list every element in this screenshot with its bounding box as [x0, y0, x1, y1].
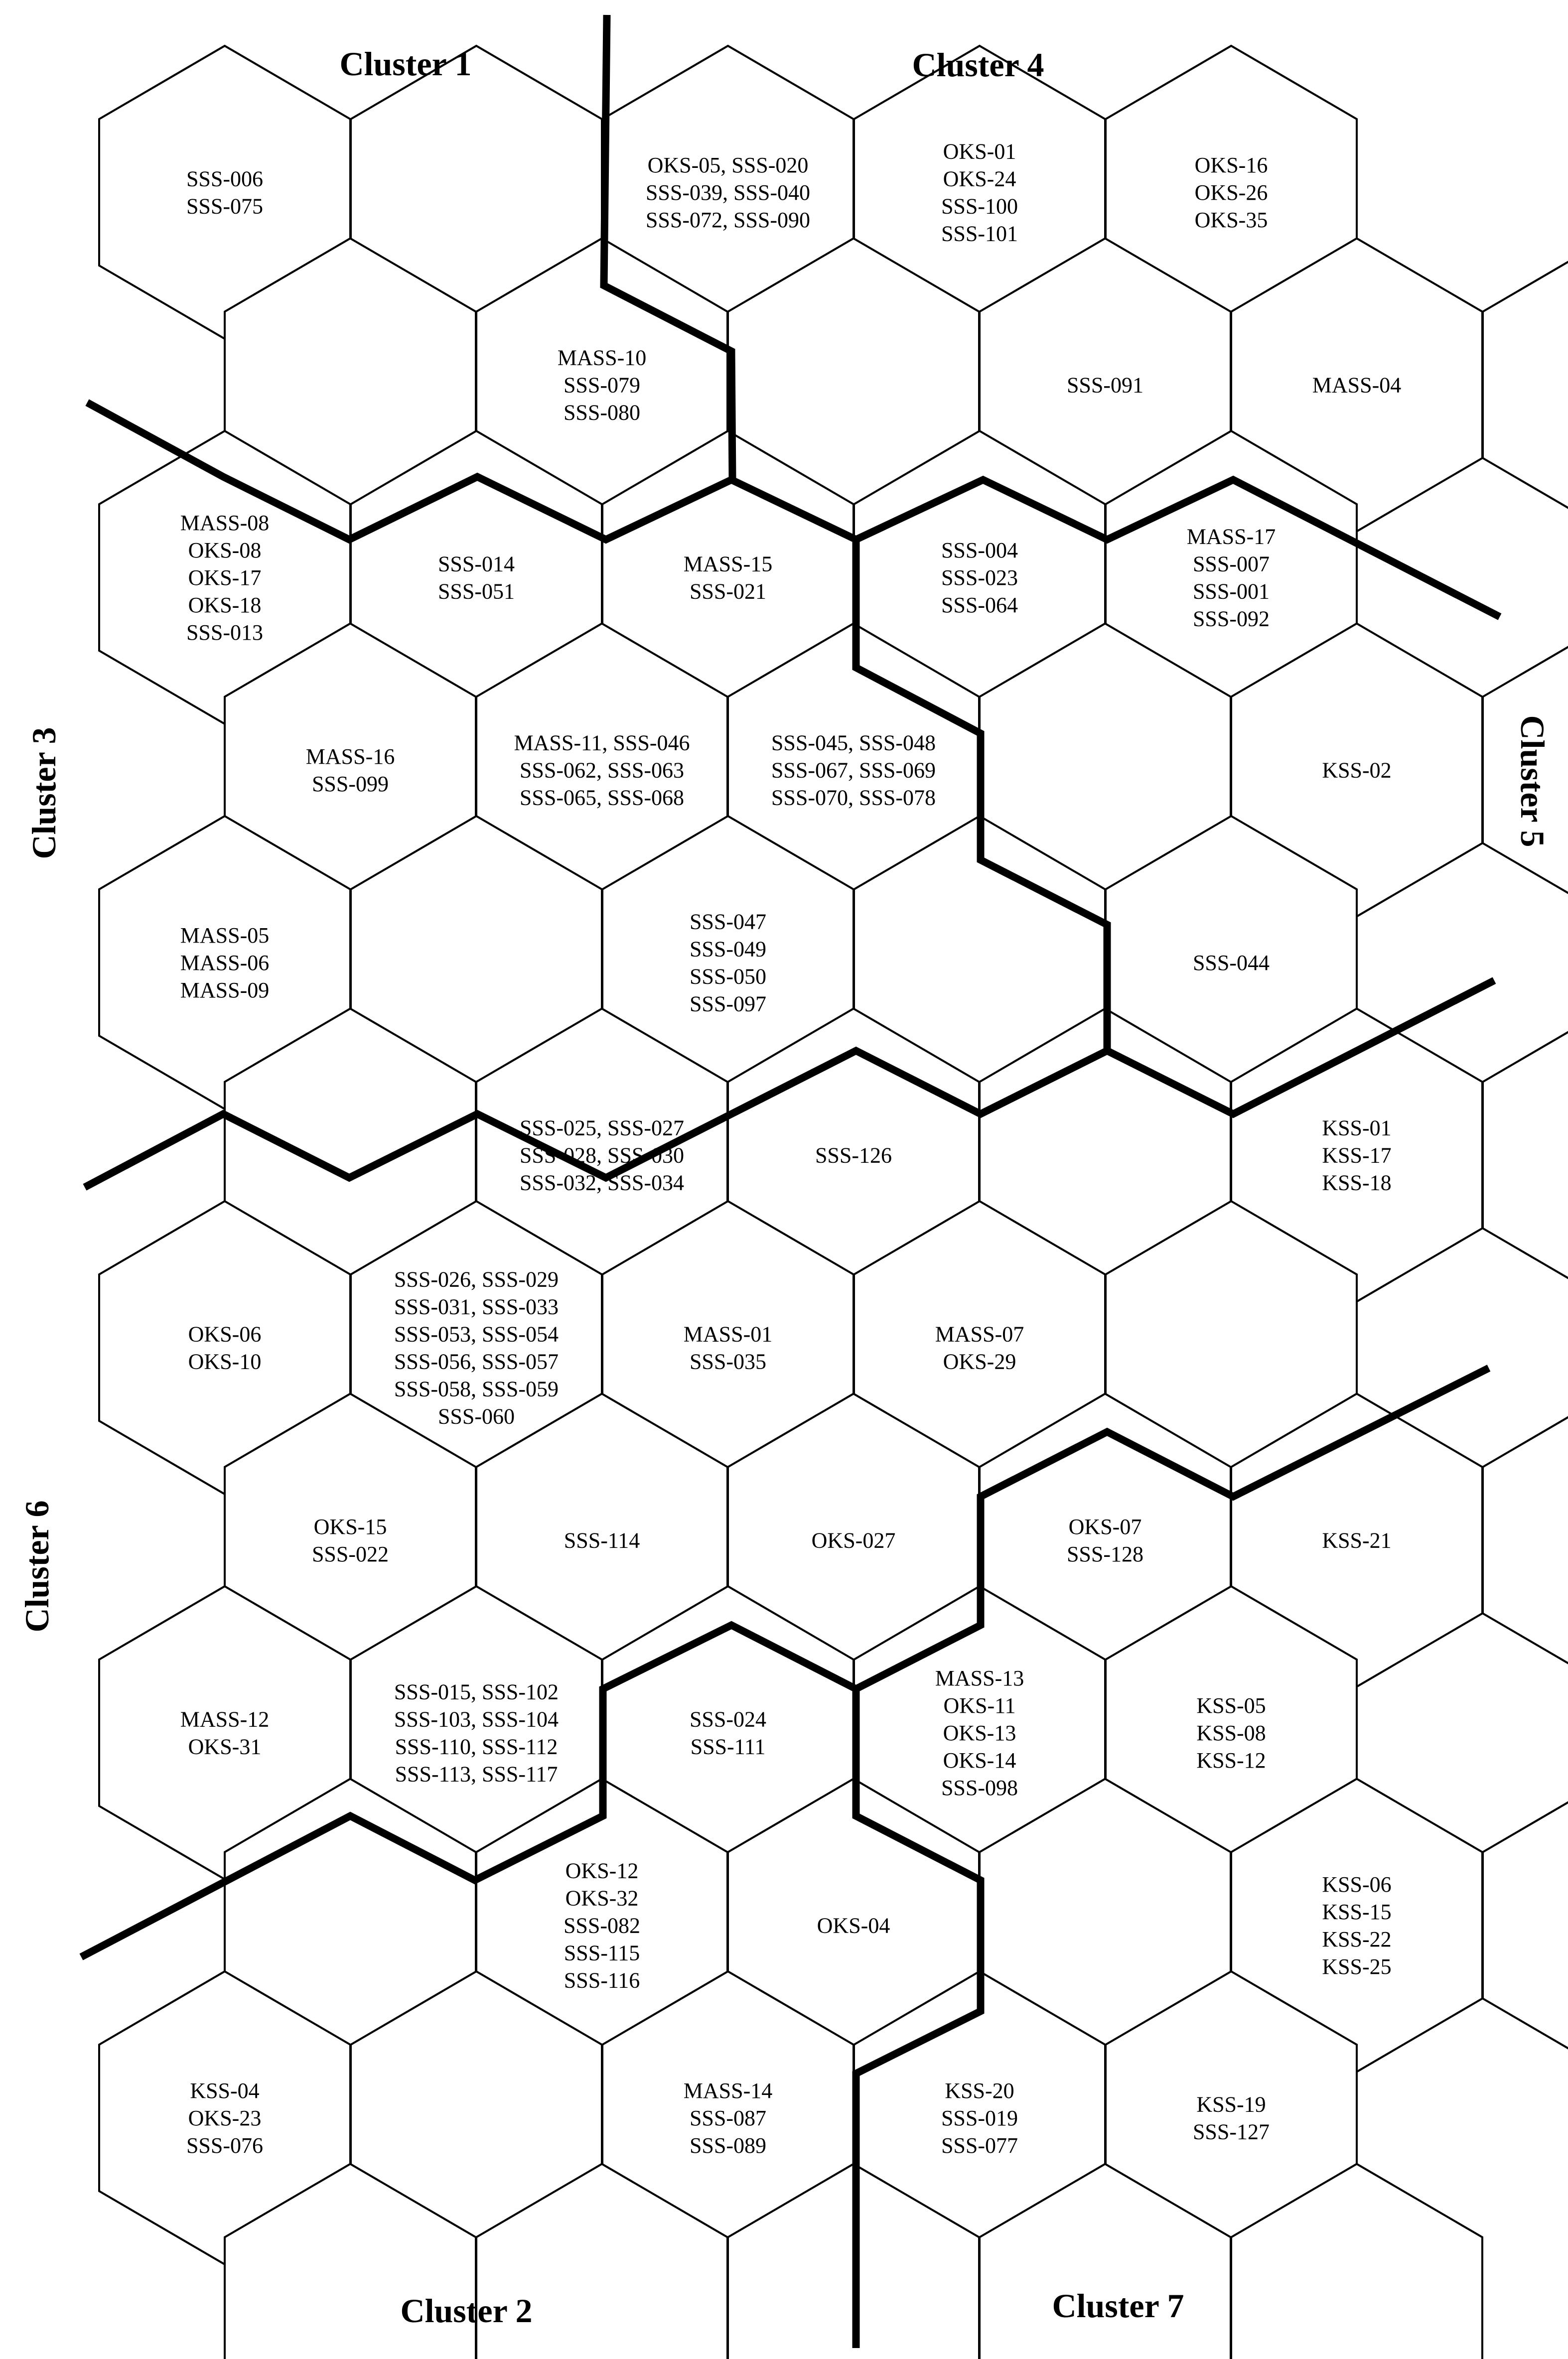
cell-label-line: KSS-18: [1322, 1170, 1392, 1195]
hex-cell-r5-c5: [1483, 1009, 1568, 1302]
cell-label-r10-c2: [684, 2079, 773, 2158]
cell-label-line: SSS-022: [311, 1542, 389, 1566]
cluster-7-label: Cluster 7: [1052, 2287, 1184, 2325]
cell-label-line: SSS-072, SSS-090: [645, 208, 811, 232]
cell-label-r4-c4: [1193, 951, 1270, 975]
cell-label-line: SSS-004: [941, 538, 1018, 562]
cell-label-line: SSS-014: [437, 552, 515, 576]
cell-label-r1-c4: [1312, 373, 1402, 398]
cell-label-line: KSS-21: [1322, 1528, 1392, 1553]
hex-cell-r9-c5: [1483, 1779, 1568, 2072]
cell-label-r7-c1: [564, 1528, 640, 1553]
cell-label-line: MASS-05: [180, 923, 270, 948]
hex-cell-r1-c5: [1483, 239, 1568, 532]
cluster-6-label: Cluster 6: [18, 1500, 56, 1633]
cell-label-r2-c0: [180, 511, 270, 645]
cell-label-line: OKS-027: [811, 1528, 896, 1553]
cell-label-line: OKS-24: [943, 166, 1016, 191]
cell-label-r7-c4: [1322, 1528, 1391, 1553]
cell-label-line: SSS-126: [815, 1143, 892, 1168]
cell-label-line: OKS-11: [943, 1693, 1016, 1718]
cell-label-line: OKS-32: [565, 1886, 639, 1911]
cell-label-line: SSS-113, SSS-117: [395, 1762, 558, 1787]
cell-label-line: SSS-001: [1192, 579, 1270, 604]
cell-label-line: SSS-056, SSS-057: [394, 1349, 559, 1374]
cell-label-line: MASS-13: [935, 1666, 1024, 1690]
cell-label-line: SSS-007: [1192, 552, 1270, 576]
cell-label-r1-c3: [1067, 373, 1143, 398]
cluster-1-label: Cluster 1: [339, 45, 472, 83]
cell-label-line: SSS-019: [941, 2106, 1018, 2130]
cell-label-line: KSS-17: [1322, 1143, 1392, 1168]
cell-label-line: SSS-128: [1066, 1542, 1144, 1566]
cell-label-line: MASS-09: [180, 978, 270, 1002]
cell-label-line: OKS-31: [188, 1734, 262, 1759]
cell-label-line: SSS-127: [1192, 2119, 1270, 2144]
cell-label-line: SSS-025, SSS-027: [519, 1115, 685, 1140]
cell-label-line: OKS-08: [188, 538, 262, 562]
cell-label-line: OKS-23: [188, 2106, 262, 2130]
cell-label-line: SSS-006: [186, 166, 264, 191]
cell-label-line: MASS-01: [683, 1322, 773, 1347]
cell-label-line: KSS-12: [1196, 1748, 1266, 1773]
cell-label-r9-c2: [817, 1914, 890, 1938]
cell-label-line: SSS-114: [564, 1528, 640, 1553]
cell-label-line: OKS-18: [188, 593, 262, 617]
cell-label-line: MASS-17: [1186, 524, 1276, 549]
cell-label-line: SSS-021: [689, 579, 767, 604]
cell-label-line: SSS-076: [186, 2133, 264, 2158]
cluster-2-label: Cluster 2: [400, 2292, 533, 2330]
cell-label-line: SSS-060: [437, 1404, 515, 1429]
cell-label-line: SSS-087: [689, 2106, 767, 2130]
cell-label-line: OKS-29: [943, 1349, 1016, 1374]
cell-label-line: SSS-116: [564, 1968, 640, 1993]
cell-label-line: OKS-16: [1194, 153, 1268, 177]
cell-label-line: OKS-35: [1194, 208, 1268, 232]
cell-label-r2-c3: [941, 538, 1018, 617]
cell-label-line: SSS-032, SSS-034: [519, 1170, 685, 1195]
cell-label-line: SSS-050: [689, 964, 767, 989]
cell-label-line: OKS-26: [1194, 180, 1268, 205]
cell-label-line: MASS-14: [683, 2079, 773, 2103]
cell-label-line: SSS-097: [689, 991, 767, 1016]
cell-label-line: SSS-047: [689, 909, 767, 934]
cell-label-line: OKS-15: [313, 1515, 387, 1539]
cluster-5-label: Cluster 5: [1514, 715, 1552, 847]
cell-label-line: SSS-092: [1192, 606, 1270, 631]
cell-label-line: KSS-06: [1322, 1872, 1392, 1897]
cell-label-line: MASS-08: [180, 511, 270, 535]
cell-label-r7-c2: [812, 1528, 896, 1553]
cell-label-line: SSS-028, SSS-030: [519, 1143, 685, 1168]
cell-label-line: OKS-12: [565, 1858, 639, 1883]
cell-label-line: SSS-070, SSS-078: [771, 785, 936, 810]
cell-label-line: KSS-15: [1322, 1900, 1392, 1924]
cell-label-r5-c1: [520, 1116, 684, 1195]
cell-label-line: SSS-082: [563, 1913, 641, 1938]
cell-label-line: SSS-079: [563, 373, 641, 398]
cell-label-line: SSS-101: [941, 221, 1018, 246]
cell-label-line: SSS-035: [689, 1349, 767, 1374]
cell-label-line: KSS-05: [1196, 1693, 1266, 1718]
cell-label-line: KSS-19: [1196, 2092, 1266, 2117]
cell-label-line: SSS-062, SSS-063: [519, 758, 685, 783]
hex-cell-r7-c5: [1483, 1394, 1568, 1687]
cell-label-line: SSS-031, SSS-033: [394, 1294, 559, 1319]
cell-label-r9-c1: [564, 1859, 640, 1993]
cell-label-line: OKS-05, SSS-020: [647, 153, 809, 177]
cell-label-line: MASS-12: [180, 1707, 270, 1732]
cell-label-line: OKS-10: [188, 1349, 262, 1374]
cell-label-r8-c4: [1196, 1693, 1266, 1773]
cell-label-line: KSS-20: [945, 2079, 1014, 2103]
cell-label-line: SSS-080: [563, 400, 641, 425]
cell-label-r0-c2: [646, 153, 810, 232]
cell-label-line: SSS-058, SSS-059: [394, 1377, 559, 1401]
cell-label-line: SSS-065, SSS-068: [519, 785, 685, 810]
cell-label-line: MASS-16: [305, 744, 395, 769]
cell-label-line: SSS-053, SSS-054: [394, 1322, 559, 1347]
cell-label-line: SSS-051: [437, 579, 515, 604]
cell-label-line: SSS-091: [1066, 373, 1144, 398]
cell-label-line: OKS-14: [943, 1748, 1016, 1773]
cell-label-r0-c4: [1195, 153, 1268, 232]
cell-label-r3-c4: [1322, 758, 1391, 783]
cell-label-line: KSS-04: [190, 2079, 260, 2103]
cell-label-line: KSS-25: [1322, 1954, 1392, 1979]
cluster-3-label: Cluster 3: [25, 727, 63, 859]
cell-label-line: SSS-099: [311, 772, 389, 796]
cell-label-line: SSS-098: [941, 1776, 1018, 1800]
cell-label-line: SSS-049: [689, 937, 767, 962]
cell-label-line: SSS-067, SSS-069: [771, 758, 936, 783]
cell-label-line: MASS-15: [683, 552, 773, 576]
cell-label-line: OKS-04: [817, 1913, 890, 1938]
cell-label-line: SSS-023: [941, 565, 1018, 590]
cell-label-line: OKS-06: [188, 1322, 262, 1347]
cell-label-line: KSS-02: [1322, 758, 1392, 783]
cell-label-line: SSS-026, SSS-029: [394, 1267, 559, 1292]
cell-label-line: OKS-01: [943, 139, 1016, 164]
cell-label-line: KSS-01: [1322, 1115, 1392, 1140]
cell-label-r3-c2: [771, 731, 936, 810]
cell-label-line: OKS-13: [943, 1721, 1016, 1745]
cell-label-r4-c0: [180, 923, 270, 1002]
cell-label-r10-c3: [941, 2079, 1018, 2158]
cell-label-line: SSS-064: [941, 593, 1018, 617]
cell-label-line: SSS-110, SSS-112: [395, 1734, 558, 1759]
cell-label-line: MASS-10: [557, 345, 647, 370]
cell-label-r3-c1: [514, 731, 690, 810]
cell-label-line: OKS-07: [1068, 1515, 1142, 1539]
cell-label-line: SSS-044: [1192, 951, 1270, 975]
cell-label-line: SSS-013: [186, 620, 264, 645]
cell-label-line: SSS-075: [186, 194, 264, 219]
cell-label-line: SSS-115: [564, 1941, 640, 1965]
cell-label-r8-c3: [935, 1666, 1024, 1800]
cell-label-line: MASS-11, SSS-046: [514, 730, 690, 755]
cell-label-line: SSS-111: [690, 1734, 766, 1759]
cell-label-line: KSS-22: [1322, 1927, 1392, 1951]
cluster-4-label: Cluster 4: [912, 46, 1044, 84]
cell-label-line: SSS-024: [689, 1707, 767, 1732]
cell-label-r10-c0: [186, 2079, 263, 2158]
cell-label-line: SSS-100: [941, 194, 1018, 219]
cell-label-line: SSS-089: [689, 2133, 767, 2158]
cell-label-line: MASS-06: [180, 951, 270, 975]
cell-label-r1-c1: [558, 346, 647, 425]
cell-label-r5-c4: [1322, 1116, 1391, 1195]
cell-label-line: SSS-103, SSS-104: [394, 1707, 559, 1732]
cell-label-line: SSS-015, SSS-102: [394, 1679, 559, 1704]
cell-label-line: SSS-045, SSS-048: [771, 730, 936, 755]
cell-label-line: SSS-077: [941, 2133, 1018, 2158]
cell-label-line: MASS-07: [935, 1322, 1024, 1347]
cell-label-r5-c2: [815, 1143, 892, 1168]
cell-label-line: OKS-17: [188, 565, 262, 590]
cell-label-line: MASS-04: [1312, 373, 1402, 398]
cell-label-line: SSS-039, SSS-040: [645, 180, 811, 205]
cell-label-line: KSS-08: [1196, 1721, 1266, 1745]
